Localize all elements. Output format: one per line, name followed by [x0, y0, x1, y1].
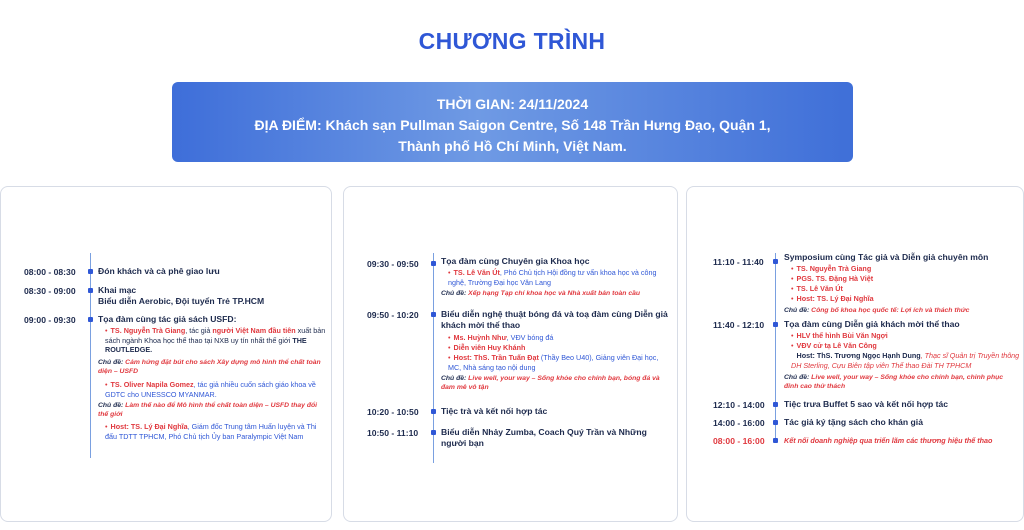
- speaker-item: • TS. Nguyễn Trà Giang, tác giả người Việt Nam đầu tiên xuất bản sách ngành Khoa học thể thao tại NXB uy tín nhất thế giới THE ROUTLEDGE.: [105, 326, 327, 355]
- speaker-name: Host: TS. Lý Đại Nghĩa: [110, 422, 188, 431]
- session-title: Tác giả ký tặng sách cho khán giả: [784, 417, 923, 427]
- session-title: Khai mạc: [98, 285, 137, 295]
- timeline-marker: [773, 402, 778, 407]
- speaker-name: VĐV cử tạ Lê Văn Công: [796, 341, 877, 350]
- timeline-marker: [773, 438, 778, 443]
- time-label: 08:00 - 08:30: [24, 267, 76, 277]
- time-label: 08:00 - 16:00: [713, 436, 765, 446]
- time-label: 11:40 - 12:10: [713, 320, 765, 330]
- speaker-name: Diễn viên Huy Khánh: [453, 343, 526, 352]
- speaker-name: Host: TS. Lý Đại Nghĩa: [796, 294, 874, 303]
- timeline-marker: [431, 409, 436, 414]
- event-venue-line1: ĐỊA ĐIỂM: Khách sạn Pullman Saigon Centre, Số 148 Trần Hưng Đạo, Quận 1,: [254, 117, 771, 133]
- speaker-name: TS. Nguyễn Trà Giang: [796, 264, 872, 273]
- timeline-line: [90, 253, 91, 458]
- speaker-name: TS. Nguyễn Trà Giang: [110, 326, 186, 335]
- time-label: 14:00 - 16:00: [713, 418, 765, 428]
- speaker-name: HLV thể hình Bùi Văn Ngợi: [796, 331, 888, 340]
- speaker-item: • TS. Lê Văn Út, Phó Chủ tịch Hội đồng tư vấn khoa học và công nghệ, Trường Đại học Văn Lang: [448, 268, 670, 287]
- speaker-name: Host: ThS. Trần Tuấn Đạt: [453, 353, 539, 362]
- topic-note: Chủ đề: Live well, your way – Sống khỏe cho chính bạn, bóng đá và đam mê vô tận: [441, 375, 660, 391]
- session-title: Tiệc trà và kết nối hợp tác: [441, 406, 548, 416]
- event-info-banner: [172, 82, 853, 162]
- timeline-marker: [431, 312, 436, 317]
- timeline-marker: [88, 269, 93, 274]
- time-label: 10:20 - 10:50: [367, 407, 419, 417]
- schedule-card-morning: [0, 186, 332, 522]
- speaker-item: • Host: TS. Lý Đại Nghĩa, Giám đốc Trung tâm Huấn luyện và Thi đấu TDTT TPHCM, Phó Chủ tịch Ủy ban Paralympic Việt Nam: [105, 422, 327, 441]
- time-label: 11:10 - 11:40: [713, 257, 764, 267]
- time-label: 09:30 - 09:50: [367, 259, 419, 269]
- speaker-item: [791, 284, 1013, 294]
- page-title: CHƯƠNG TRÌNH: [418, 28, 606, 54]
- timeline-marker: [88, 317, 93, 322]
- session-title: Biểu diễn Nhảy Zumba, Coach Quý Trần và Những người bạn: [441, 427, 647, 448]
- session-title: Biểu diễn Aerobic, Đội tuyển Trẻ TP.HCM: [98, 296, 265, 306]
- speaker-item: [448, 343, 670, 353]
- session-title: Đón khách và cà phê giao lưu: [98, 266, 220, 276]
- time-label: 12:10 - 14:00: [713, 400, 765, 410]
- speaker-item: • Host: ThS. Trần Tuấn Đạt (Thầy Beo U40), Giảng viên Đại học, MC, Nhà sáng tạo nội dung: [448, 353, 670, 372]
- speaker-item: [791, 264, 1013, 274]
- session-title: Tọa đàm cùng Diễn giả khách mời thể thao: [784, 319, 960, 329]
- timeline-marker: [773, 259, 778, 264]
- event-venue-line2: Thành phố Hồ Chí Minh, Việt Nam.: [398, 138, 627, 154]
- event-time: THỜI GIAN: 24/11/2024: [436, 96, 589, 112]
- session-title: Kết nối doanh nghiệp qua triển lãm các thương hiệu thể thao: [784, 436, 993, 445]
- topic-note: Chủ đề: Công bố khoa học quốc tế: Lợi ích và thách thức: [784, 307, 970, 314]
- session-title: khách mời thể thao: [441, 320, 521, 330]
- speaker-name: TS. Oliver Napila Gomez: [110, 380, 194, 389]
- speaker-name: TS. Lê Văn Út: [453, 268, 500, 277]
- session-title: Tiệc trưa Buffet 5 sao và kết nối hợp tác: [784, 399, 949, 409]
- session-title: Biểu diễn nghệ thuật bóng đá và toạ đàm cùng Diễn giả: [441, 309, 668, 319]
- speaker-item: [791, 331, 1013, 341]
- speaker-item: • TS. Oliver Napila Gomez, tác giả nhiều cuốn sách giáo khoa về GDTC cho UNESSCO MYANMAR.: [105, 380, 327, 399]
- speaker-name: TS. Lê Văn Út: [796, 284, 843, 293]
- speaker-item: • Ms. Huỳnh Như, VĐV bóng đá: [448, 333, 670, 343]
- speaker-name: Ms. Huỳnh Như: [453, 333, 507, 342]
- speaker-item: [791, 294, 1013, 304]
- timeline-marker: [773, 420, 778, 425]
- schedule-card-midmorning: [343, 186, 678, 522]
- time-label: 08:30 - 09:00: [24, 286, 76, 296]
- session-title: Tọa đàm cùng Chuyên gia Khoa học: [441, 256, 590, 266]
- speaker-item: [791, 274, 1013, 284]
- topic-note: Chủ đề: Live well, your way – Sống khỏe cho chính bạn, chinh phục đỉnh cao thử thách: [784, 374, 1004, 390]
- timeline-marker: [431, 430, 436, 435]
- topic-note: Chủ đề: Xếp hạng Tạp chí khoa học và Nhà xuất bản toàn cầu: [441, 290, 641, 297]
- session-title: Symposium cùng Tác giả và Diễn giả chuyên môn: [784, 252, 989, 262]
- speaker-name: PGS. TS. Đặng Hà Việt: [796, 274, 874, 283]
- timeline-marker: [431, 261, 436, 266]
- timeline-marker: [773, 322, 778, 327]
- timeline-line: [775, 253, 776, 439]
- timeline-marker: [88, 288, 93, 293]
- time-label: 09:00 - 09:30: [24, 315, 76, 325]
- speaker-item: Host: ThS. Trương Ngọc Hạnh Dung, Thạc sĩ Quản trị Truyền thông DH Sterling, Cựu Biên tập viên Thể thao Đài TH TPHCM: [791, 351, 1020, 370]
- topic-note: Chủ đề: Làm thế nào để Mô hình thể chất toàn diện – USFD thay đổi thế giới: [98, 402, 318, 418]
- time-label: 09:50 - 10:20: [367, 310, 419, 320]
- topic-note: Chủ đề: Cảm hứng đặt bút cho sách Xây dựng mô hình thể chất toàn diện – USFD: [98, 359, 321, 375]
- speaker-name: Host: ThS. Trương Ngọc Hạnh Dung: [796, 351, 921, 360]
- schedule-card-afternoon: [686, 186, 1024, 522]
- time-label: 10:50 - 11:10: [367, 428, 419, 438]
- speaker-item: [791, 341, 1013, 351]
- session-title: Tọa đàm cùng tác giả sách USFD:: [98, 314, 237, 324]
